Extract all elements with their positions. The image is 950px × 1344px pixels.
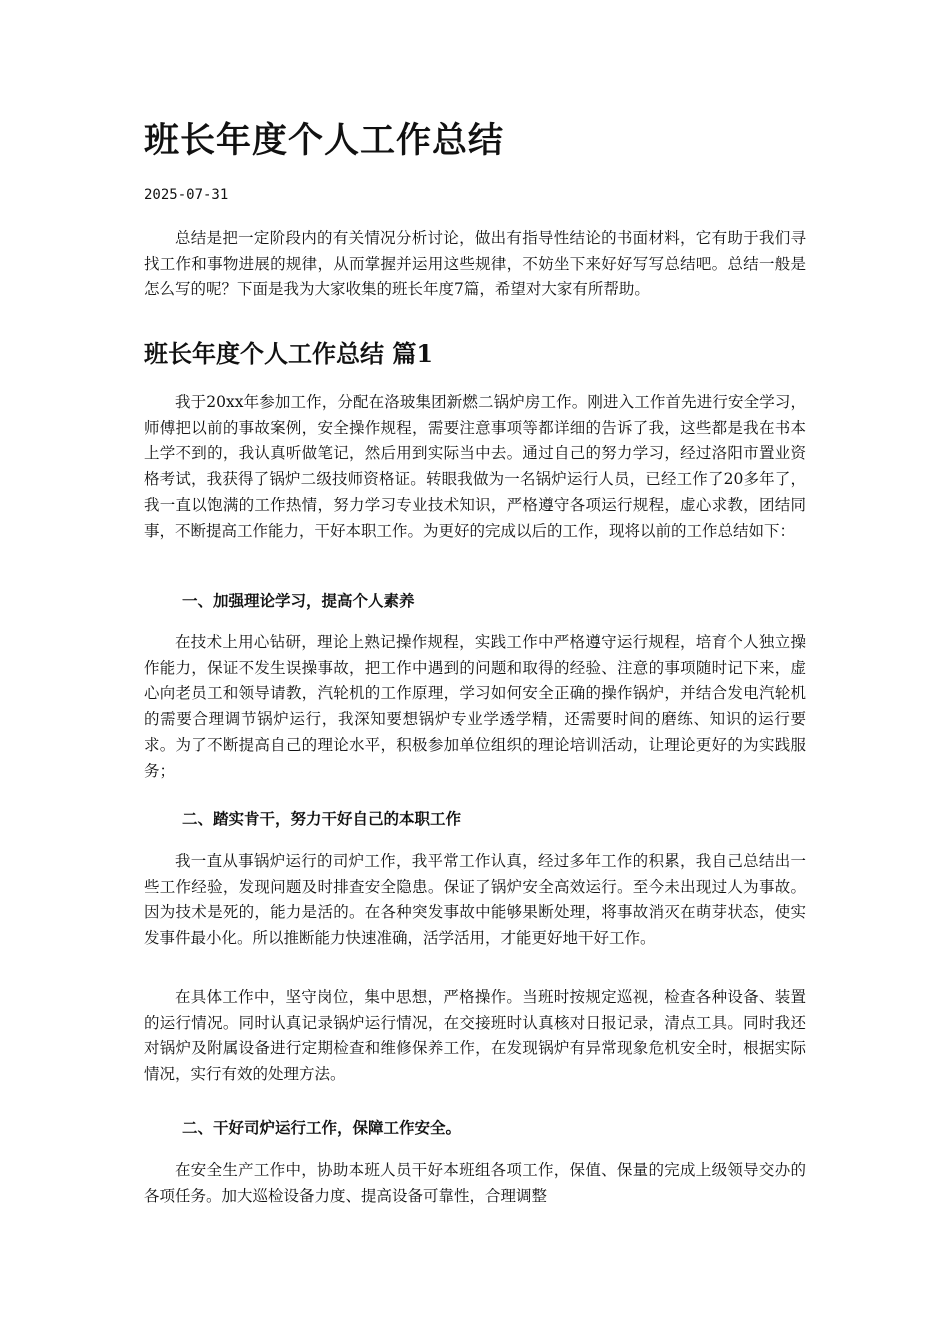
document-title: 班长年度个人工作总结 <box>144 120 505 161</box>
subheading-theory-study: 一、加强理论学习，提高个人素养 <box>182 591 415 610</box>
document-date: 2025-07-31 <box>144 187 229 203</box>
paragraph-safe-operation: 在安全生产工作中，协助本班人员干好本班组各项工作，保值、保量的完成上级领导交办的各项任务。加大巡检设备力度、提高设备可靠性，合理调整 <box>144 1161 806 1205</box>
section-opening-paragraph: 我于20xx年参加工作，分配在洛玻集团新燃二锅炉房工作。刚进入工作首先进行安全学习，师傅把以前的事故案例，安全操作规程，需要注意事项等都详细的告诉了我，这些都是我在书本上学不到的，我认真听做笔记，然后用到实际当中去。通过自己的努力学习，经过洛阳市置业资格考试，我获得了锅炉二级技师资格证。转眼我做为一名锅炉运行人员，已经工作了20多年了，我一直以饱满的工作热情，努力学习专业技术知识，严格遵守各项运行规程，虚心求教，团结同事，不断提高工作能力，干好本职工作。为更好的完成以后的工作，现将以前的工作总结如下： <box>144 393 806 540</box>
subheading-safe-operation: 二、干好司炉运行工作，保障工作安全。 <box>182 1118 462 1137</box>
section-heading: 班长年度个人工作总结 篇1 <box>144 339 434 368</box>
paragraph-diligent-work: 我一直从事锅炉运行的司炉工作，我平常工作认真，经过多年工作的积累，我自己总结出一些工作经验，发现问题及时排查安全隐患。保证了锅炉安全高效运行。至今未出现过人为事故。因为技术是死的，能力是活的。在各种突发事故中能够果断处理，将事故消灭在萌芽状态，使实发事件最小化。所以推断能力快速准确，活学活用，才能更好地干好工作。 <box>144 852 806 948</box>
paragraph-theory-study: 在技术上用心钻研，理论上熟记操作规程，实践工作中严格遵守运行规程，培育个人独立操作能力，保证不发生误操事故，把工作中遇到的问题和取得的经验、注意的事项随时记下来，虚心向老员工和领导请教，汽轮机的工作原理，学习如何安全正确的操作锅炉，并结合发电汽轮机的需要合理调节锅炉运行，我深知要想锅炉专业学透学精，还需要时间的磨练、知识的运行要求。为了不断提高自己的理论水平，积极参加单位组织的理论培训活动，让理论更好的为实践服务； <box>144 633 806 780</box>
paragraph-daily-duties: 在具体工作中，坚守岗位，集中思想，严格操作。当班时按规定巡视，检查各种设备、装置的运行情况。同时认真记录锅炉运行情况，在交接班时认真核对日报记录，清点工具。同时我还对锅炉及附属设备进行定期检查和维修保养工作，在发现锅炉有异常现象危机安全时，根据实际情况，实行有效的处理方法。 <box>144 988 806 1084</box>
intro-paragraph: 总结是把一定阶段内的有关情况分析讨论，做出有指导性结论的书面材料，它有助于我们寻找工作和事物进展的规律，从而掌握并运用这些规律，不妨坐下来好好写写总结吧。总结一般是怎么写的呢？下面是我为大家收集的班长年度7篇，希望对大家有所帮助。 <box>144 229 806 299</box>
subheading-diligent-work: 二、踏实肯干，努力干好自己的本职工作 <box>182 809 462 828</box>
